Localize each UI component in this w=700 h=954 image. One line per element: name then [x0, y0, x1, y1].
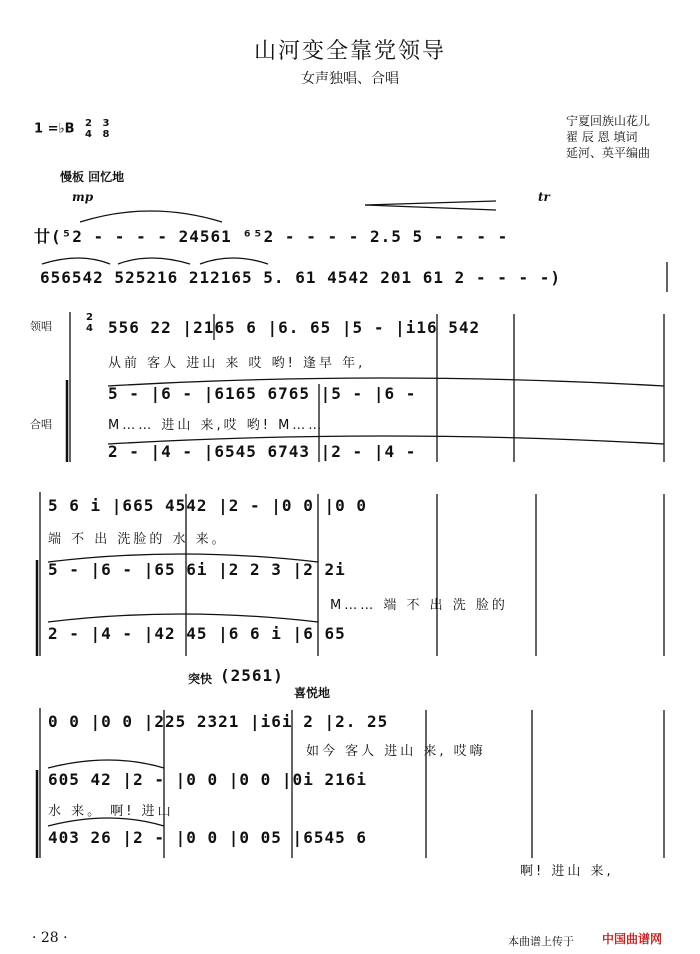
- page-number: · 28 ·: [32, 930, 68, 946]
- credit-source: 宁夏回族山花儿: [566, 114, 651, 128]
- slur: [200, 258, 268, 264]
- s2-lead-notes: 5 6 i |665 4542 |2 - |0 0 |0 0: [48, 496, 367, 515]
- s3-chorus-upper-lyrics: 水 来。 啊! 进山: [48, 804, 174, 819]
- slur: [48, 554, 318, 562]
- key-name: ♭B: [58, 121, 75, 137]
- crescendo-line-bottom: [365, 205, 496, 210]
- tempo-marking: 慢板 回忆地: [60, 170, 125, 184]
- s3-lead-lyrics: 如今 客人 进山 来, 哎嗨: [306, 744, 486, 759]
- meter-2-4: 2 4: [85, 118, 93, 140]
- intro-line-1: 廿(⁵2 - - - - 24561 ⁶⁵2 - - - - 2.5 5 - - - -: [34, 227, 509, 246]
- s2-chorus-lower-notes: 2 - |4 - |42 45 |6 6 i |6 65: [48, 624, 346, 643]
- slur: [118, 258, 190, 264]
- intro-line-2: 656542 525216 212165 5. 61 4542 201 61 2 - - - -): [40, 268, 562, 287]
- s2-lead-lyrics: 端 不 出 洗脸的 水 来。: [48, 532, 228, 547]
- credit-arranger: 延河、英平编曲: [566, 146, 651, 160]
- s3-chorus-lower-notes: 403 26 |2 - |0 0 |0 05 |6545 6: [48, 828, 367, 847]
- site-logo: 中国曲谱网: [602, 932, 663, 946]
- key-prefix: 1 =: [34, 121, 59, 137]
- dynamic-marking: mp: [72, 190, 94, 204]
- meter-2-4-system: 2 4: [86, 312, 93, 334]
- s1-chorus-lyrics: M…… 进山 来,哎 哟! M……: [108, 418, 325, 433]
- s1-lead-lyrics: 从前 客人 进山 来 哎 哟! 逢早 年,: [108, 356, 366, 371]
- s1-chorus-upper-notes: 5 - |6 - |6165 6765 |5 - |6 -: [108, 384, 417, 403]
- s1-chorus-lower-notes: 2 - |4 - |6545 6743 |2 - |4 -: [108, 442, 417, 461]
- slur: [48, 614, 318, 622]
- s2-chorus-upper-notes: 5 - |6 - |65 6i |2 2 3 |2 2i: [48, 560, 346, 579]
- song-title: 山河变全靠党领导: [253, 39, 446, 64]
- mood-marking: 喜悦地: [294, 686, 331, 700]
- slur: [108, 436, 664, 444]
- slur: [80, 211, 222, 222]
- slur: [42, 258, 110, 264]
- s3-chorus-upper-notes: 605 42 |2 - |0 0 |0 0 |0i 216i: [48, 770, 367, 789]
- motif-notes: (2561): [220, 666, 284, 685]
- part-label-lead: 领唱: [30, 320, 52, 333]
- s3-chorus-lower-lyrics: 啊! 进山 来,: [520, 864, 614, 879]
- s1-lead-notes: 556 22 |2165 6 |6. 65 |5 - |i16 542: [108, 318, 481, 337]
- trill-marking: tr: [538, 190, 550, 204]
- slur: [48, 818, 164, 826]
- footer-text: 本曲谱上传于: [508, 935, 574, 948]
- crescendo-line-top: [365, 201, 496, 205]
- credit-lyricist: 翟 辰 恩 填词: [566, 130, 638, 144]
- slur: [48, 760, 164, 768]
- song-subtitle: 女声独唱、合唱: [301, 71, 399, 87]
- s2-chorus-lyrics: M…… 端 不 出 洗 脸的: [330, 598, 508, 613]
- meter-3-8: 3 8: [102, 118, 110, 140]
- tempo-change: 突快: [188, 672, 213, 686]
- part-label-chorus: 合唱: [30, 418, 52, 431]
- s3-lead-notes: 0 0 |0 0 |225 2321 |i6i 2 |2. 25: [48, 712, 389, 731]
- slur: [108, 378, 664, 386]
